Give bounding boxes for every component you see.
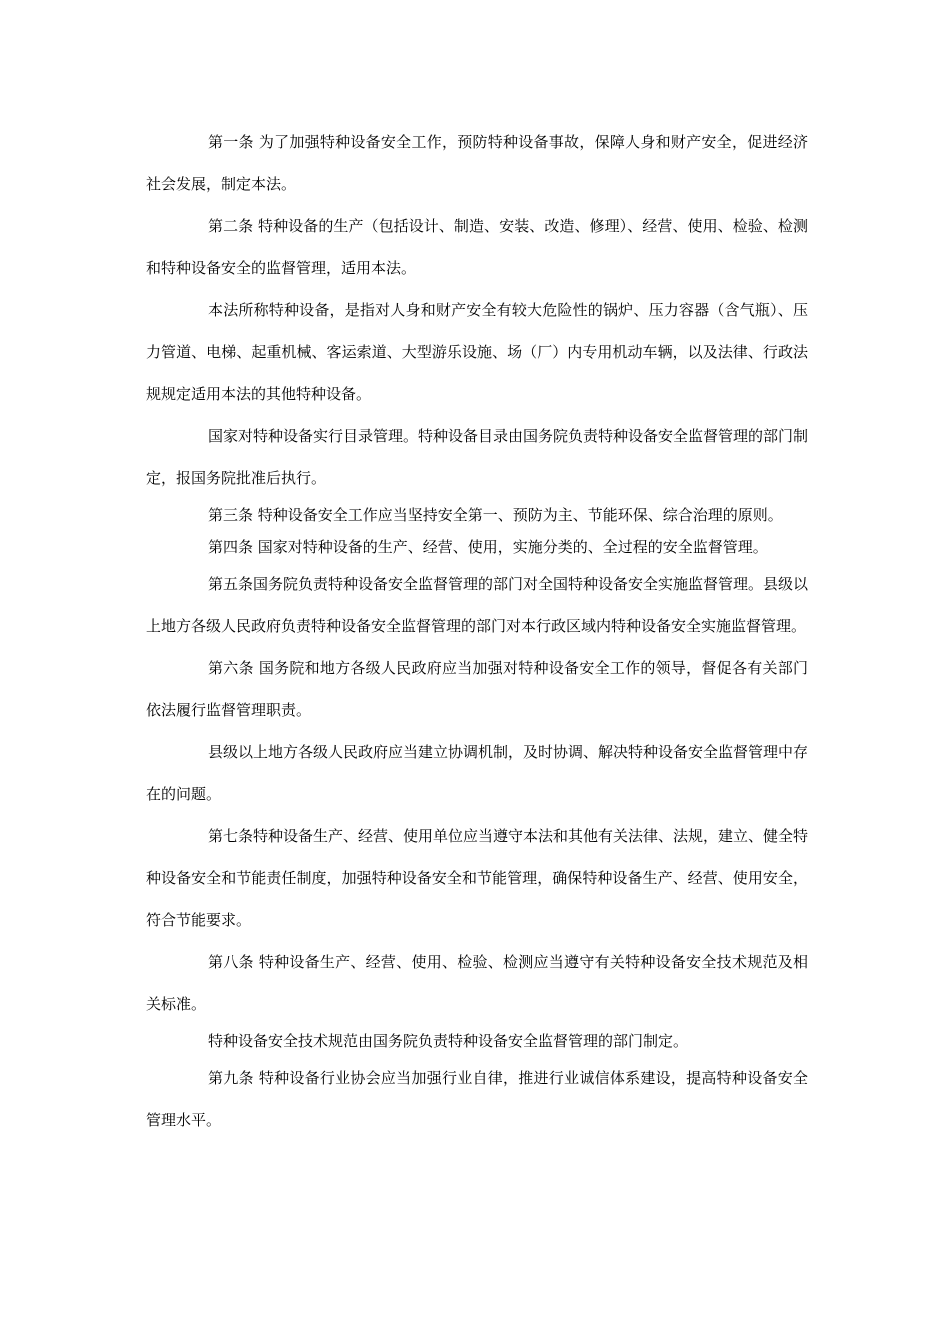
- article-2-paragraph-3: 国家对特种设备实行目录管理。特种设备目录由国务院负责特种设备安全监督管理的部门制定，报国务院批准后执行。: [146, 427, 809, 487]
- article-8-paragraph-2: 特种设备安全技术规范由国务院负责特种设备安全监督管理的部门制定。: [208, 1032, 689, 1050]
- article-4: 第四条 国家对特种设备的生产、经营、使用，实施分类的、全过程的安全监督管理。: [208, 538, 768, 556]
- article-5: 第五条国务院负责特种设备安全监督管理的部门对全国特种设备安全实施监督管理。县级以上地方各级人民政府负责特种设备安全监督管理的部门对本行政区域内特种设备安全实施监督管理。: [146, 575, 809, 635]
- article-2-paragraph-2: 本法所称特种设备，是指对人身和财产安全有较大危险性的锅炉、压力容器（含气瓶）、压力管道、电梯、起重机械、客运索道、大型游乐设施、场（厂）内专用机动车辆，以及法律、行政法规规定适用本法的其他特种设备。: [146, 301, 808, 403]
- article-7: 第七条特种设备生产、经营、使用单位应当遵守本法和其他有关法律、法规，建立、健全特种设备安全和节能责任制度，加强特种设备安全和节能管理，确保特种设备生产、经营、使用安全，符合节能要求。: [146, 827, 809, 929]
- article-9: 第九条 特种设备行业协会应当加强行业自律，推进行业诚信体系建设，提高特种设备安全管理水平。: [146, 1069, 808, 1129]
- article-2: 第二条 特种设备的生产（包括设计、制造、安装、改造、修理）、经营、使用、检验、检测和特种设备安全的监督管理，适用本法。: [146, 217, 808, 277]
- article-1: 第一条 为了加强特种设备安全工作，预防特种设备事故，保障人身和财产安全，促进经济社会发展，制定本法。: [146, 133, 808, 193]
- article-3: 第三条 特种设备安全工作应当坚持安全第一、预防为主、节能环保、综合治理的原则。: [208, 506, 783, 524]
- article-6: 第六条 国务院和地方各级人民政府应当加强对特种设备安全工作的领导，督促各有关部门依法履行监督管理职责。: [146, 659, 808, 719]
- article-6-paragraph-2: 县级以上地方各级人民政府应当建立协调机制，及时协调、解决特种设备安全监督管理中存在的问题。: [146, 743, 809, 803]
- article-8: 第八条 特种设备生产、经营、使用、检验、检测应当遵守有关特种设备安全技术规范及相关标准。: [146, 953, 808, 1013]
- document-body: [146, 121, 808, 1141]
